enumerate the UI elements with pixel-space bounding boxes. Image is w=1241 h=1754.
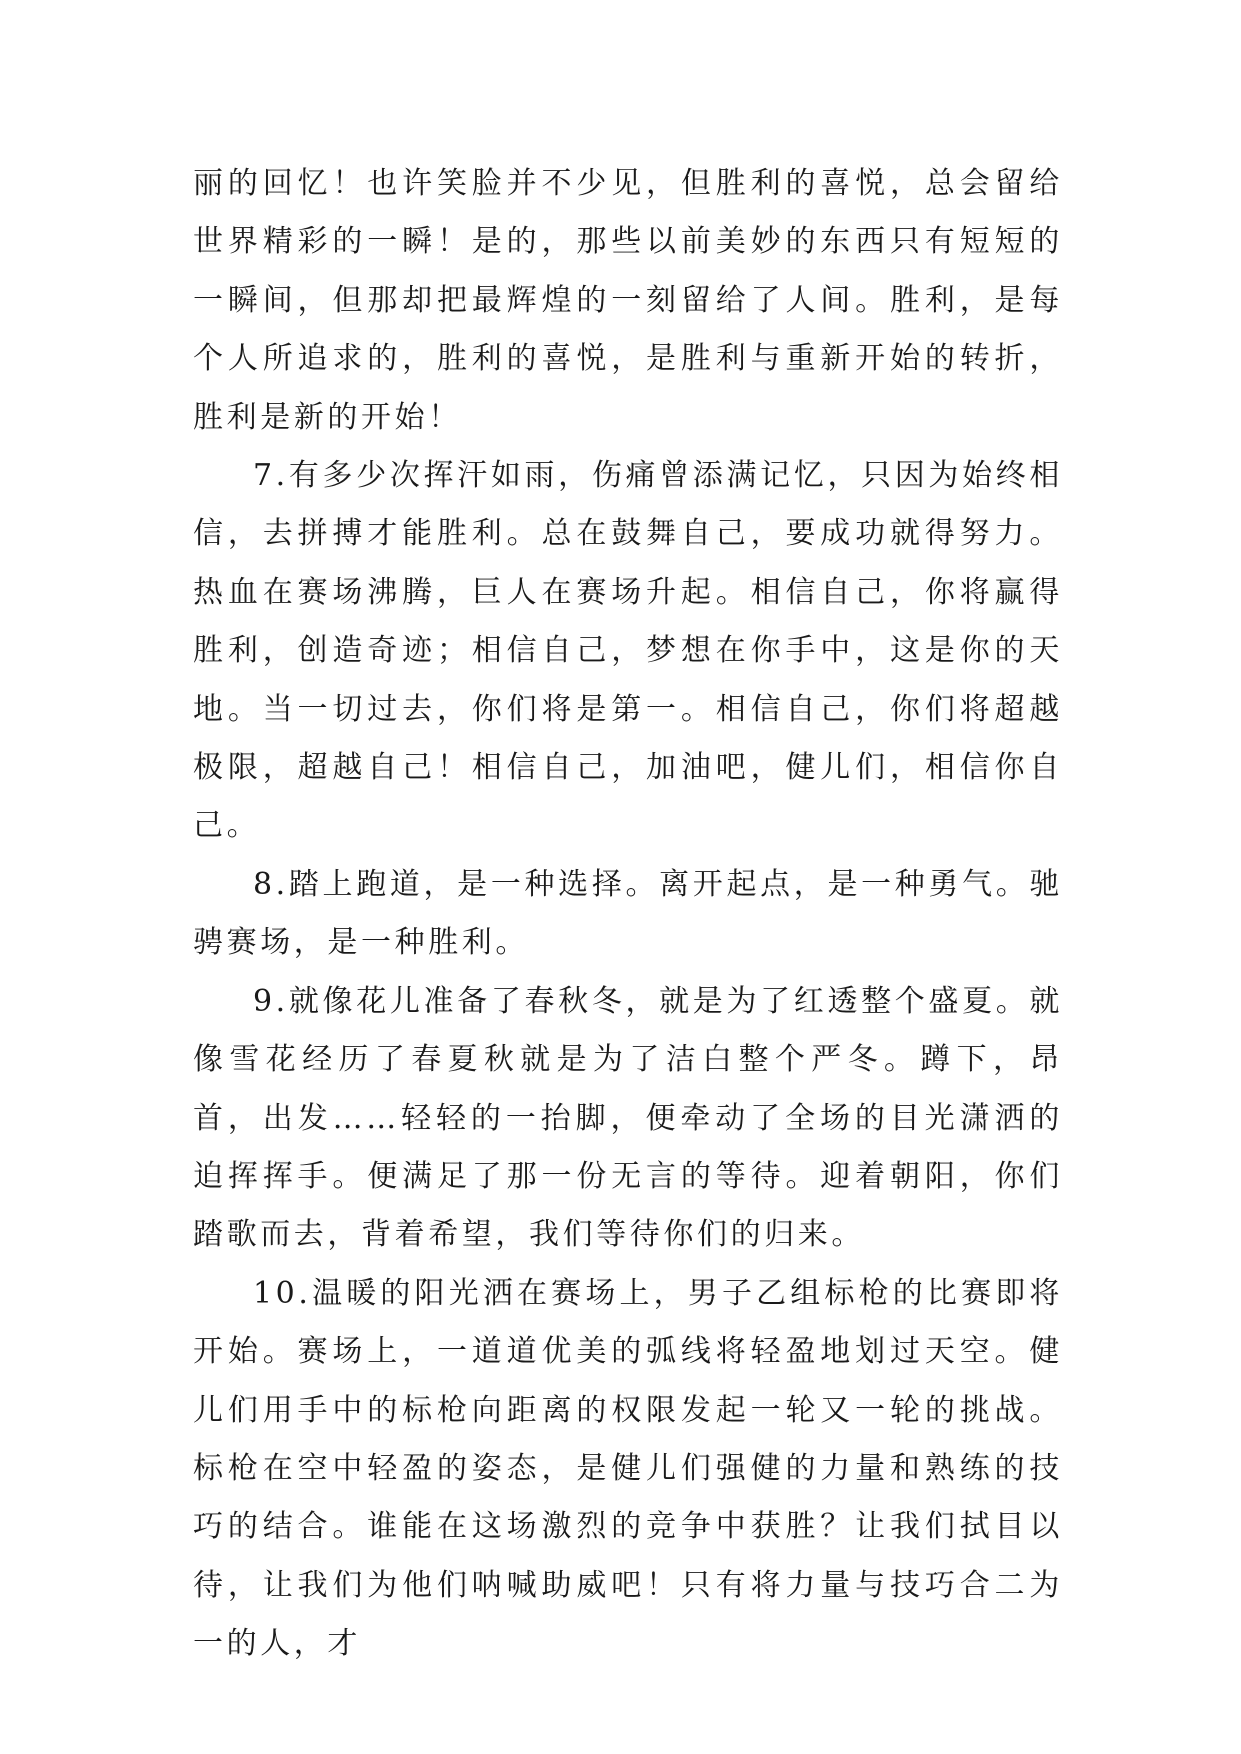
paragraph-item-8: 8.踏上跑道，是一种选择。离开起点，是一种勇气。驰骋赛场，是一种胜利。 <box>193 866 1063 961</box>
document-body <box>193 155 1063 1674</box>
paragraph-continuation: 丽的回忆！也许笑脸并不少见，但胜利的喜悦，总会留给世界精彩的一瞬！是的，那些以前美妙的东西只有短短的一瞬间，但那却把最辉煌的一刻留给了人间。胜利，是每个人所追求的，胜利的喜悦，是胜利与重新开始的转折，胜利是新的开始！ <box>193 166 1063 435</box>
paragraph-item-7: 7.有多少次挥汗如雨，伤痛曾添满记忆，只因为始终相信，去拼搏才能胜利。总在鼓舞自己，要成功就得努力。热血在赛场沸腾，巨人在赛场升起。相信自己，你将赢得胜利，创造奇迹；相信自己，梦想在你手中，这是你的天地。当一切过去，你们将是第一。相信自己，你们将超越极限，超越自己！相信自己，加油吧，健儿们，相信你自己。 <box>193 458 1063 844</box>
paragraph-item-10: 10.温暖的阳光洒在赛场上，男子乙组标枪的比赛即将开始。赛场上，一道道优美的弧线将轻盈地划过天空。健儿们用手中的标枪向距离的权限发起一轮又一轮的挑战。标枪在空中轻盈的姿态，是健儿们强健的力量和熟练的技巧的结合。谁能在这场激烈的竞争中获胜？让我们拭目以待，让我们为他们呐喊助威吧！只有将力量与技巧合二为一的人，才 <box>193 1275 1063 1662</box>
paragraph-item-9: 9.就像花儿准备了春秋冬，就是为了红透整个盛夏。就像雪花经历了春夏秋就是为了洁白整个严冬。蹲下，昂首，出发……轻轻的一抬脚，便牵动了全场的目光潇洒的迫挥挥手。便满足了那一份无言的等待。迎着朝阳，你们踏歌而去，背着希望，我们等待你们的归来。 <box>193 983 1063 1253</box>
